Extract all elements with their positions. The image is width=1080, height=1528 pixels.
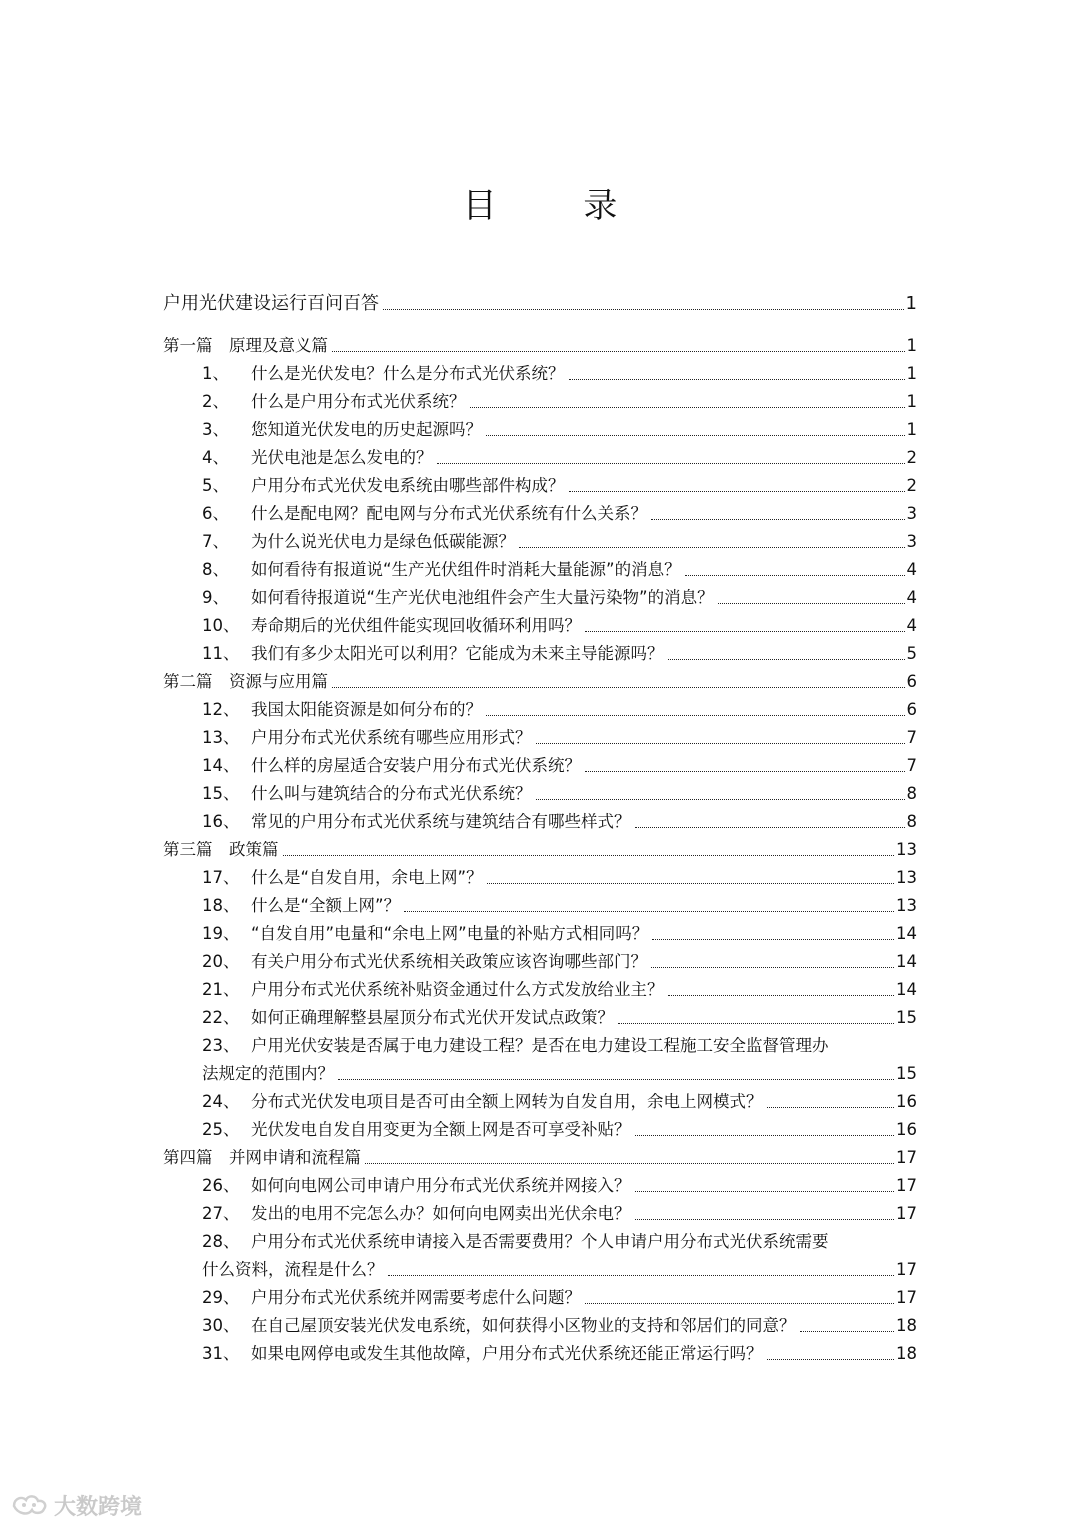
leader-dots [383, 308, 904, 310]
toc-item[interactable] [202, 360, 917, 384]
leader-dots [651, 966, 894, 968]
toc-item[interactable] [202, 1116, 917, 1140]
item-number: 25、 [202, 1120, 240, 1139]
item-text: 光伏电池是怎么发电的？ [251, 448, 433, 467]
item-text: 什么是光伏发电？什么是分布式光伏系统？ [251, 364, 565, 383]
item-number: 12、 [202, 700, 240, 719]
toc-page-number: 17 [896, 1148, 917, 1167]
section-label: 第三篇 [163, 840, 213, 859]
toc-page-number: 6 [906, 700, 917, 719]
leader-dots [519, 546, 905, 548]
leader-dots [388, 1274, 895, 1276]
item-number: 7、 [202, 532, 229, 551]
item-text: 户用分布式光伏系统并网需要考虑什么问题？ [251, 1288, 581, 1307]
item-number: 8、 [202, 560, 229, 579]
item-number: 5、 [202, 476, 229, 495]
toc-item[interactable] [202, 1172, 917, 1196]
leader-dots [685, 574, 905, 576]
leader-dots [404, 910, 894, 912]
item-text: 什么是“全额上网”？ [251, 896, 401, 915]
watermark-logo-icon [10, 1492, 50, 1520]
section-label: 第一篇 [163, 336, 213, 355]
toc-page-number: 2 [906, 476, 917, 495]
section-label: 第四篇 [163, 1148, 213, 1167]
item-number: 29、 [202, 1288, 240, 1307]
toc-item[interactable] [202, 1004, 917, 1028]
toc-section[interactable] [163, 332, 917, 356]
toc-page-number: 15 [896, 1008, 917, 1027]
item-text-continuation: 什么资料，流程是什么？ [202, 1260, 384, 1279]
toc-page-number: 18 [896, 1316, 917, 1335]
item-text: 什么是户用分布式光伏系统？ [251, 392, 466, 411]
leader-dots [486, 434, 905, 436]
toc-item[interactable] [202, 640, 917, 664]
watermark [10, 1490, 142, 1521]
item-text: 有关户用分布式光伏系统相关政策应该咨询哪些部门？ [251, 952, 647, 971]
toc-item[interactable] [202, 584, 917, 608]
item-number: 3、 [202, 420, 229, 439]
item-text: 光伏发电自发自用变更为全额上网是否可享受补贴？ [251, 1120, 631, 1139]
toc-item[interactable] [202, 500, 917, 524]
watermark-text: 大数跨境 [54, 1495, 143, 1520]
item-text: “自发自用”电量和“余电上网”电量的补贴方式相同吗？ [251, 924, 649, 943]
toc-page-number: 16 [896, 1092, 917, 1111]
item-text: 如何向电网公司申请户用分布式光伏系统并网接入？ [251, 1176, 631, 1195]
item-text: 如何看待报道说“生产光伏电池组件会产生大量污染物”的消息？ [251, 588, 714, 607]
item-number: 14、 [202, 756, 240, 775]
toc-item[interactable] [202, 892, 917, 916]
item-number: 23、 [202, 1036, 240, 1055]
page-title: 目 录 [462, 186, 656, 226]
leader-dots [437, 462, 905, 464]
item-number: 31、 [202, 1344, 240, 1363]
item-text: 户用分布式光伏系统有哪些应用形式？ [251, 728, 532, 747]
toc-page-number: 2 [906, 448, 917, 467]
leader-dots [487, 882, 894, 884]
toc-item[interactable] [202, 976, 917, 1000]
item-text-continuation: 法规定的范围内？ [202, 1064, 334, 1083]
item-number: 24、 [202, 1092, 240, 1111]
item-text: 户用分布式光伏系统申请接入是否需要费用？个人申请户用分布式光伏系统需要 [251, 1232, 829, 1251]
item-text: 什么是“自发自用，余电上网”？ [251, 868, 483, 887]
toc-page-number: 4 [906, 588, 917, 607]
item-number: 27、 [202, 1204, 240, 1223]
toc-section[interactable] [163, 836, 917, 860]
item-number: 1、 [202, 364, 229, 383]
toc-page-number: 13 [896, 868, 917, 887]
item-text: 发出的电用不完怎么办？如何向电网卖出光伏余电？ [251, 1204, 631, 1223]
item-number: 15、 [202, 784, 240, 803]
toc-item[interactable] [202, 948, 917, 972]
toc-item[interactable] [202, 416, 917, 440]
item-number: 2、 [202, 392, 229, 411]
toc-item[interactable] [202, 696, 917, 720]
toc-page-number: 17 [896, 1260, 917, 1279]
toc-page-number: 18 [896, 1344, 917, 1363]
leader-dots [800, 1330, 895, 1332]
toc-item[interactable] [202, 1228, 917, 1252]
item-text: 您知道光伏发电的历史起源吗？ [251, 420, 482, 439]
toc-page-number: 14 [896, 980, 917, 999]
leader-dots [585, 1302, 894, 1304]
item-text: 寿命期后的光伏组件能实现回收循环利用吗？ [251, 616, 581, 635]
toc-page-number: 5 [906, 644, 917, 663]
item-text: 我们有多少太阳光可以利用？它能成为未来主导能源吗？ [251, 644, 664, 663]
item-number: 6、 [202, 504, 229, 523]
leader-dots [668, 658, 905, 660]
toc-page-number: 3 [906, 504, 917, 523]
leader-dots [365, 1162, 894, 1164]
toc-entry-top[interactable] [163, 290, 917, 314]
leader-dots [470, 406, 905, 408]
item-number: 16、 [202, 812, 240, 831]
item-text: 分布式光伏发电项目是否可由全额上网转为自发自用，余电上网模式？ [251, 1092, 763, 1111]
toc-page-number: 17 [896, 1288, 917, 1307]
leader-dots [486, 714, 905, 716]
item-number: 10、 [202, 616, 240, 635]
item-text: 如何正确理解整县屋顶分布式光伏开发试点政策？ [251, 1008, 614, 1027]
toc-page-number: 1 [906, 420, 917, 439]
leader-dots [585, 630, 905, 632]
toc-page-number: 8 [906, 784, 917, 803]
leader-dots [652, 938, 894, 940]
section-name: 原理及意义篇 [229, 336, 328, 355]
toc-page-number: 14 [896, 952, 917, 971]
toc-page-number: 7 [906, 728, 917, 747]
toc-page-number: 8 [906, 812, 917, 831]
toc-page-number: 4 [906, 616, 917, 635]
item-number: 9、 [202, 588, 229, 607]
item-text: 什么叫与建筑结合的分布式光伏系统？ [251, 784, 532, 803]
item-text: 什么样的房屋适合安装户用分布式光伏系统？ [251, 756, 581, 775]
section-name: 并网申请和流程篇 [229, 1148, 361, 1167]
leader-dots [635, 1190, 895, 1192]
item-number: 18、 [202, 896, 240, 915]
toc-page-number: 16 [896, 1120, 917, 1139]
section-label: 第二篇 [163, 672, 213, 691]
toc-item[interactable] [202, 724, 917, 748]
toc-page-number: 1 [905, 293, 917, 314]
leader-dots [332, 686, 905, 688]
toc-item[interactable] [202, 472, 917, 496]
item-text: 如何看待有报道说“生产光伏组件时消耗大量能源”的消息？ [251, 560, 681, 579]
item-number: 30、 [202, 1316, 240, 1335]
toc-item[interactable] [202, 388, 917, 412]
item-number: 28、 [202, 1232, 240, 1251]
leader-dots [332, 350, 905, 352]
toc-page-number: 13 [896, 840, 917, 859]
item-number: 11、 [202, 644, 240, 663]
toc-item[interactable] [202, 556, 917, 580]
leader-dots [536, 742, 905, 744]
toc-item[interactable] [202, 612, 917, 636]
toc-page-number: 1 [906, 336, 917, 355]
item-number: 13、 [202, 728, 240, 747]
toc-page-number: 6 [906, 672, 917, 691]
section-name: 政策篇 [229, 840, 279, 859]
toc-entry-text: 户用光伏建设运行百问百答 [163, 293, 379, 314]
leader-dots [668, 994, 895, 996]
item-text: 户用分布式光伏发电系统由哪些部件构成？ [251, 476, 565, 495]
toc-page-number: 1 [906, 392, 917, 411]
toc-item[interactable] [202, 864, 917, 888]
item-number: 22、 [202, 1008, 240, 1027]
item-text: 什么是配电网？配电网与分布式光伏系统有什么关系？ [251, 504, 647, 523]
leader-dots [569, 378, 905, 380]
item-text: 常见的户用分布式光伏系统与建筑结合有哪些样式？ [251, 812, 631, 831]
leader-dots [635, 1218, 895, 1220]
toc-item[interactable] [202, 1340, 917, 1364]
item-number: 26、 [202, 1176, 240, 1195]
toc-item-continuation[interactable] [202, 1060, 917, 1084]
toc-section[interactable] [163, 668, 917, 692]
toc-page-number: 4 [906, 560, 917, 579]
toc-item[interactable] [202, 752, 917, 776]
leader-dots [635, 1134, 895, 1136]
toc-page-number: 17 [896, 1204, 917, 1223]
toc-page-number: 17 [896, 1176, 917, 1195]
leader-dots [767, 1106, 895, 1108]
toc-item[interactable] [202, 780, 917, 804]
toc-item[interactable] [202, 1284, 917, 1308]
leader-dots [618, 1022, 894, 1024]
toc-page-number: 7 [906, 756, 917, 775]
item-number: 21、 [202, 980, 240, 999]
item-number: 20、 [202, 952, 240, 971]
leader-dots [569, 490, 905, 492]
toc-page-number: 15 [896, 1064, 917, 1083]
leader-dots [536, 798, 905, 800]
toc-item[interactable] [202, 528, 917, 552]
item-text: 在自己屋顶安装光伏发电系统，如何获得小区物业的支持和邻居们的同意？ [251, 1316, 796, 1335]
toc-page-number: 3 [906, 532, 917, 551]
leader-dots [338, 1078, 894, 1080]
item-number: 4、 [202, 448, 229, 467]
toc-item[interactable] [202, 1200, 917, 1224]
toc-section[interactable] [163, 1144, 917, 1168]
item-text: 户用光伏安装是否属于电力建设工程？是否在电力建设工程施工安全监督管理办 [251, 1036, 829, 1055]
toc-item[interactable] [202, 444, 917, 468]
toc-item[interactable] [202, 920, 917, 944]
item-text: 户用分布式光伏系统补贴资金通过什么方式发放给业主？ [251, 980, 664, 999]
toc-page-number: 14 [896, 924, 917, 943]
toc-page-number: 1 [906, 364, 917, 383]
section-name: 资源与应用篇 [229, 672, 328, 691]
leader-dots [635, 826, 905, 828]
item-number: 17、 [202, 868, 240, 887]
leader-dots [651, 518, 905, 520]
item-text: 我国太阳能资源是如何分布的？ [251, 700, 482, 719]
toc-item-continuation[interactable] [202, 1256, 917, 1280]
toc-page-number: 13 [896, 896, 917, 915]
leader-dots [718, 602, 905, 604]
toc-item[interactable] [202, 1312, 917, 1336]
toc-item[interactable] [202, 1032, 917, 1056]
leader-dots [585, 770, 905, 772]
item-number: 19、 [202, 924, 240, 943]
leader-dots [283, 854, 895, 856]
toc-item[interactable] [202, 808, 917, 832]
item-text: 如果电网停电或发生其他故障，户用分布式光伏系统还能正常运行吗？ [251, 1344, 763, 1363]
item-text: 为什么说光伏电力是绿色低碳能源？ [251, 532, 515, 551]
leader-dots [767, 1358, 895, 1360]
toc-item[interactable] [202, 1088, 917, 1112]
